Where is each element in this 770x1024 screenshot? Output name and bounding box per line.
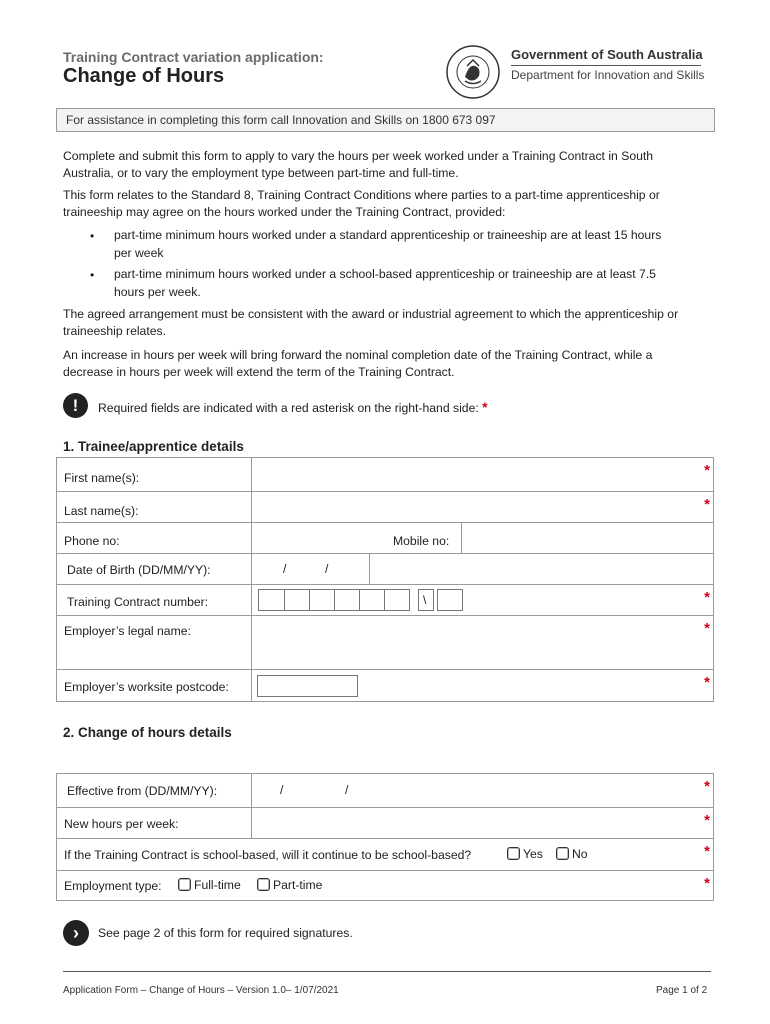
form-subtitle: Training Contract variation application: — [63, 49, 324, 65]
page-title: Change of Hours — [63, 65, 225, 87]
required-asterisk: * — [704, 589, 710, 606]
school-based-question: If the Training Contract is school-based, will it continue to be school-based? — [64, 848, 472, 862]
section-2-heading: 2. Change of hours details — [63, 725, 232, 740]
part-time-checkbox[interactable] — [257, 878, 270, 891]
header-divider — [511, 65, 701, 66]
intro-paragraph-4: An increase in hours per week will bring forward the nominal completion date of the Training Contract, while a decrease in hours per week will extend the term of the Training Contract. — [63, 348, 653, 379]
required-asterisk: * — [704, 843, 710, 860]
bullet-icon: • — [90, 268, 95, 282]
required-asterisk: * — [704, 812, 710, 829]
required-asterisk: * — [704, 674, 710, 691]
required-asterisk: * — [704, 620, 710, 637]
last-name-input[interactable] — [252, 492, 708, 522]
required-asterisk: * — [482, 399, 488, 415]
department-name: Department for Innovation and Skills — [511, 68, 705, 82]
training-contract-number-input[interactable] — [258, 589, 410, 611]
intro-paragraph-3: The agreed arrangement must be consistent with the award or industrial agreement to which the apprenticeship or traineeship relates. — [63, 307, 679, 338]
bullet-item-1: part-time minimum hours worked under a standard apprenticeship or traineeship are at least 15 hours per week — [114, 228, 662, 260]
effective-date-label: Effective from (DD/MM/YY): — [67, 784, 218, 798]
new-hours-label: New hours per week: — [64, 817, 179, 831]
new-hours-input[interactable] — [252, 808, 708, 838]
no-checkbox[interactable] — [556, 847, 569, 860]
date-separator: / — [280, 783, 284, 797]
footer-version: Application Form – Change of Hours – Version 1.0– 1/07/2021 — [63, 985, 339, 996]
required-asterisk: * — [704, 496, 710, 513]
mobile-input[interactable] — [462, 523, 712, 553]
yes-checkbox[interactable] — [507, 847, 520, 860]
effective-date-row — [57, 774, 713, 807]
bullet-item-2: part-time minimum hours worked under a school-based apprenticeship or traineeship are at least 7.5 hours per week. — [114, 267, 656, 299]
required-asterisk: * — [704, 462, 710, 479]
sa-crest-logo — [445, 44, 501, 100]
phone-row — [57, 522, 713, 553]
exclamation-icon: ! — [63, 393, 88, 418]
required-asterisk: * — [704, 875, 710, 892]
postcode-label: Employer’s worksite postcode: — [64, 680, 229, 694]
intro-paragraph-2: This form relates to the Standard 8, Training Contract Conditions where parties to a part-time apprenticeship or traineeship may agree on the hours worked under the Training Contract, provided: — [63, 188, 660, 219]
required-note-text: Required fields are indicated with a red asterisk on the right-hand side: — [98, 401, 479, 415]
full-time-label: Full-time — [194, 878, 241, 892]
dob-input[interactable] — [252, 554, 368, 584]
training-contract-suffix-input[interactable] — [437, 589, 463, 611]
bullet-icon: • — [90, 229, 95, 243]
training-contract-row — [57, 584, 713, 615]
section-1-heading: 1. Trainee/apprentice details — [63, 439, 244, 454]
mobile-label: Mobile no: — [393, 534, 450, 548]
page-number: Page 1 of 2 — [656, 985, 708, 996]
postcode-row — [57, 669, 713, 701]
effective-date-input[interactable] — [252, 774, 708, 806]
training-contract-label: Training Contract number: — [67, 595, 209, 609]
employment-type-row — [57, 870, 713, 901]
dob-label: Date of Birth (DD/MM/YY): — [67, 563, 211, 577]
dob-row — [57, 553, 713, 584]
intro-paragraph-1: Complete and submit this form to apply to vary the hours per week worked under a Training Contract in South Australia, or to vary the employment type between part-time and full-time. — [63, 149, 654, 180]
new-hours-row — [57, 807, 713, 838]
school-based-row — [57, 838, 713, 870]
yes-option[interactable] — [507, 847, 543, 861]
tc-separator-box — [418, 589, 434, 611]
full-time-option[interactable] — [178, 878, 241, 892]
employment-type-label: Employment type: — [64, 879, 162, 893]
trainee-details-table — [56, 457, 714, 702]
full-time-checkbox[interactable] — [178, 878, 191, 891]
footer-divider — [63, 971, 711, 972]
date-separator: / — [283, 562, 287, 576]
first-name-label: First name(s): — [64, 471, 140, 485]
no-label: No — [572, 847, 588, 861]
postcode-input[interactable] — [257, 675, 358, 697]
employer-name-label: Employer’s legal name: — [64, 624, 191, 638]
government-name: Government of South Australia — [511, 47, 703, 62]
employer-name-input[interactable] — [252, 616, 708, 669]
date-separator: / — [345, 783, 349, 797]
last-name-row — [57, 491, 713, 522]
chevron-right-icon: › — [63, 920, 89, 946]
change-of-hours-table — [56, 773, 714, 901]
date-separator: / — [325, 562, 329, 576]
tc-separator: \ — [423, 593, 427, 607]
required-fields-note — [98, 399, 488, 415]
part-time-label: Part-time — [273, 878, 323, 892]
no-option[interactable] — [556, 847, 588, 861]
part-time-option[interactable] — [257, 878, 322, 892]
first-name-row — [57, 458, 713, 491]
last-name-label: Last name(s): — [64, 504, 139, 518]
first-name-input[interactable] — [252, 458, 708, 490]
employer-name-row — [57, 615, 713, 669]
required-asterisk: * — [704, 778, 710, 795]
phone-label: Phone no: — [64, 534, 120, 548]
yes-label: Yes — [523, 847, 543, 861]
signatures-note: See page 2 of this form for required signatures. — [98, 926, 353, 940]
assistance-banner: For assistance in completing this form call Innovation and Skills on 1800 673 097 — [56, 108, 715, 132]
